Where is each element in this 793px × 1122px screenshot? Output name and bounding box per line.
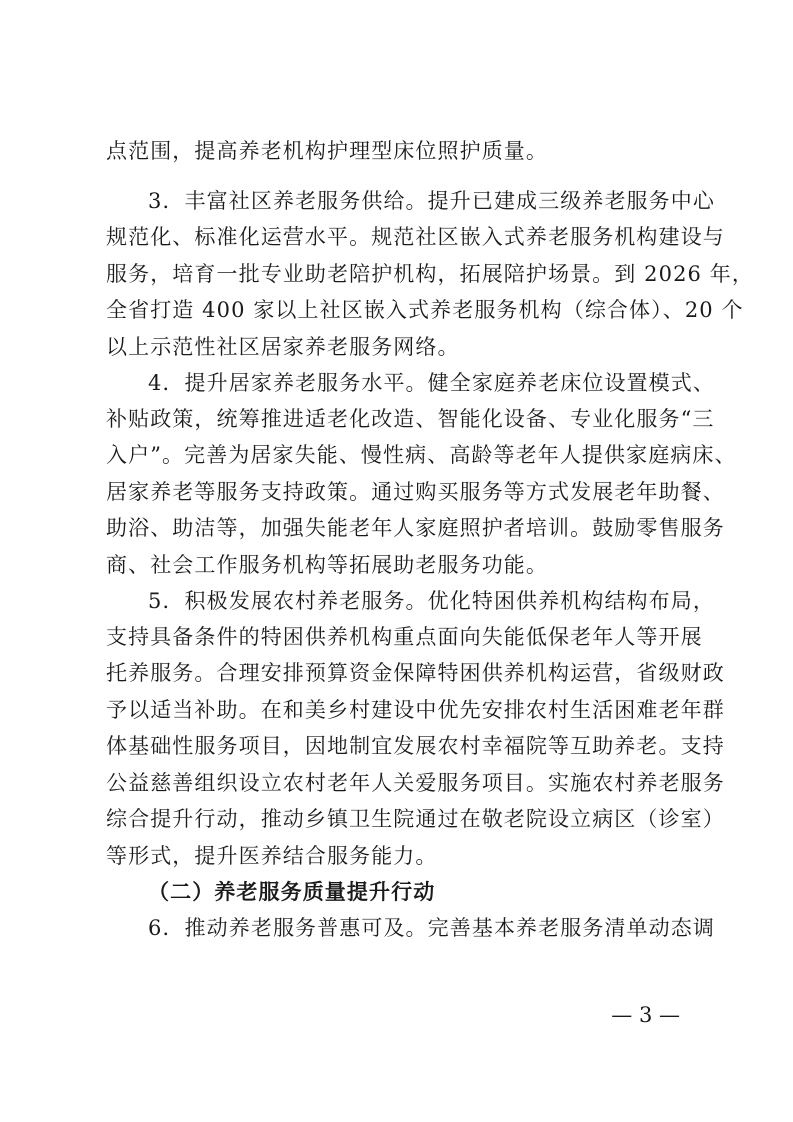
text-line-6: 以上示范性社区居家养老服务网络。 <box>106 335 460 359</box>
text-line-5: 全省打造 400 家以上社区嵌入式养老服务机构（综合体）、20 个 <box>106 298 744 322</box>
text-line-13: 5．积极发展农村养老服务。优化特困供养机构结构布局， <box>148 589 715 613</box>
text-line-11: 助浴、助洁等，加强失能老年人家庭照护者培训。鼓励零售服务 <box>106 516 725 540</box>
text-line-18: 公益慈善组织设立农村老年人关爱服务项目。实施农村养老服务 <box>106 771 725 795</box>
text-line-22: 6．推动养老服务普惠可及。完善基本养老服务清单动态调 <box>148 916 715 940</box>
text-line-9: 入户”。完善为居家失能、慢性病、高龄等老年人提供家庭病床、 <box>106 443 737 467</box>
text-line-16: 予以适当补助。在和美乡村建设中优先安排农村生活困难老年群 <box>106 698 725 722</box>
text-line-15: 托养服务。合理安排预算资金保障特困供养机构运营，省级财政 <box>106 661 725 685</box>
text-line-4: 服务，培育一批专业助老陪护机构，拓展陪护场景。到 2026 年， <box>106 262 754 286</box>
text-line-17: 体基础性服务项目，因地制宜发展农村幸福院等互助养老。支持 <box>106 734 725 758</box>
text-line-19: 综合提升行动，推动乡镇卫生院通过在敬老院设立病区（诊室） <box>106 807 725 831</box>
text-line-8: 补贴政策，统筹推进适老化改造、智能化设备、专业化服务“三 <box>106 407 715 431</box>
text-line-20: 等形式，提升医养结合服务能力。 <box>106 844 438 868</box>
page-number: — 3 — <box>611 1003 680 1027</box>
text-line-2: 3．丰富社区养老服务供给。提升已建成三级养老服务中心 <box>148 189 715 213</box>
text-line-3: 规范化、标准化运营水平。规范社区嵌入式养老服务机构建设与 <box>106 225 725 249</box>
text-line-1: 点范围，提高养老机构护理型床位照护质量。 <box>106 139 548 163</box>
text-line-7: 4．提升居家养老服务水平。健全家庭养老床位设置模式、 <box>148 371 715 395</box>
text-line-12: 商、社会工作服务机构等拓展助老服务功能。 <box>106 553 548 577</box>
section-heading: （二）养老服务质量提升行动 <box>148 880 436 904</box>
text-line-10: 居家养老等服务支持政策。通过购买服务等方式发展老年助餐、 <box>106 480 725 504</box>
text-line-14: 支持具备条件的特困供养机构重点面向失能低保老年人等开展 <box>106 625 703 649</box>
